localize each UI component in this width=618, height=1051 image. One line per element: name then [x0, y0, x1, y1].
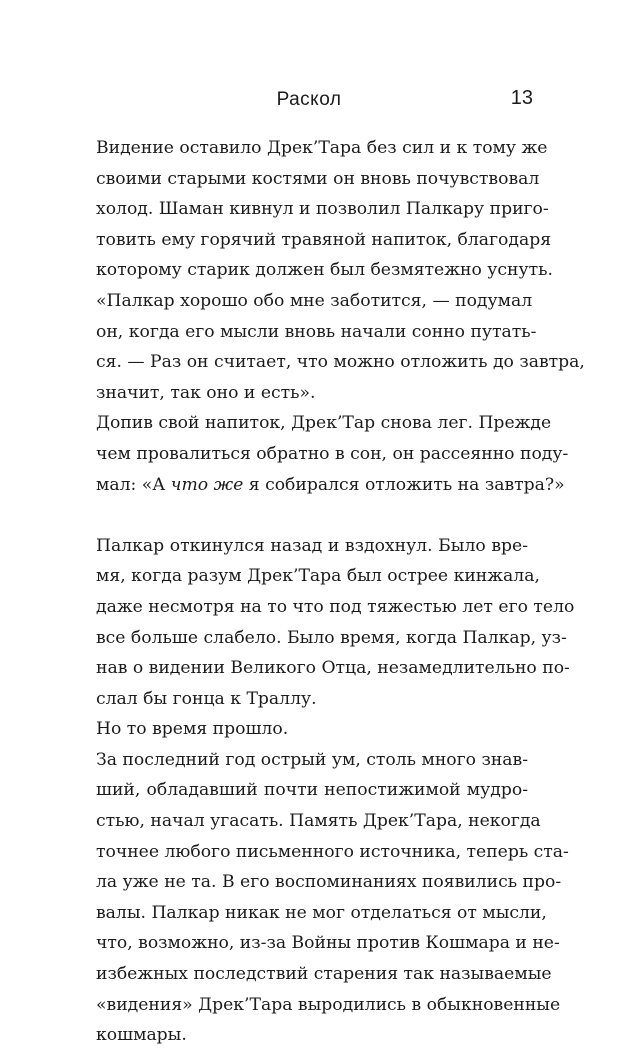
text-line: избежных последствий старения так называемые — [96, 964, 552, 985]
paragraph — [96, 745, 569, 1051]
text-line: Но то время прошло. — [96, 719, 289, 740]
text-line: кошмары. — [96, 1025, 187, 1046]
italic-emphasis: что же — [170, 474, 244, 495]
page-number: 13 — [510, 87, 533, 109]
text-fragment: мал: «А — [96, 474, 171, 495]
text-line: «Палкар хорошо обо мне заботится, — подумал — [96, 290, 533, 311]
text-fragment: я собирался отложить на завтра?» — [243, 474, 565, 495]
body-text — [96, 133, 585, 1051]
text-line: что, возможно, из-за Войны против Кошмара и не- — [96, 933, 560, 954]
text-line: ла уже не та. В его воспоминаниях появились про- — [96, 872, 562, 893]
paragraph — [96, 408, 569, 500]
text-line: точнее любого письменного источника, теперь ста- — [96, 841, 569, 862]
running-title: Раскол — [276, 89, 342, 110]
text-line: своими старыми костями он вновь почувствовал — [96, 168, 540, 189]
text-line: стью, начал угасать. Память Дрек’Тара, некогда — [96, 811, 541, 832]
text-line: холод. Шаман кивнул и позволил Палкару приго- — [96, 199, 549, 220]
text-line — [96, 470, 565, 501]
text-line: «видения» Дрек’Тара выродились в обыкновенные — [96, 994, 561, 1015]
text-line: ший, обладавший почти непостижимой мудро- — [96, 780, 528, 801]
text-line: слал бы гонца к Траллу. — [96, 688, 317, 709]
text-line: мя, когда разум Дрек’Тара был острее кинжала, — [96, 566, 540, 587]
text-line: даже несмотря на то что под тяжестью лет его тело — [96, 596, 575, 617]
paragraph — [96, 714, 528, 745]
text-line: он, когда его мысли вновь начали сонно путать- — [96, 321, 537, 342]
text-line: ся. — Раз он считает, что можно отложить до завтра, — [96, 352, 585, 373]
paragraph — [96, 286, 585, 408]
text-line: значит, так оно и есть». — [96, 382, 316, 403]
text-line: Допив свой напиток, Дрек’Тар снова лег. Прежде — [96, 413, 552, 434]
text-line: которому старик должен был безмятежно уснуть. — [96, 260, 553, 281]
text-line: товить ему горячий травяной напиток, благодаря — [96, 229, 552, 250]
text-line: Палкар откинулся назад и вздохнул. Было вре- — [96, 535, 528, 556]
text-line: нав о видении Великого Отца, незамедлительно по- — [96, 658, 570, 679]
text-line: чем провалиться обратно в сон, он рассеянно поду- — [96, 443, 569, 464]
text-line: все больше слабело. Было время, когда Палкар, уз- — [96, 627, 567, 648]
text-line: Видение оставило Дрек’Тара без сил и к тому же — [96, 138, 548, 158]
section-break — [96, 500, 528, 531]
text-line: За последний год острый ум, столь много знав- — [96, 749, 529, 770]
text-line: валы. Палкар никак не мог отделаться от мысли, — [96, 902, 547, 923]
paragraph — [96, 531, 575, 715]
paragraph — [96, 133, 553, 286]
